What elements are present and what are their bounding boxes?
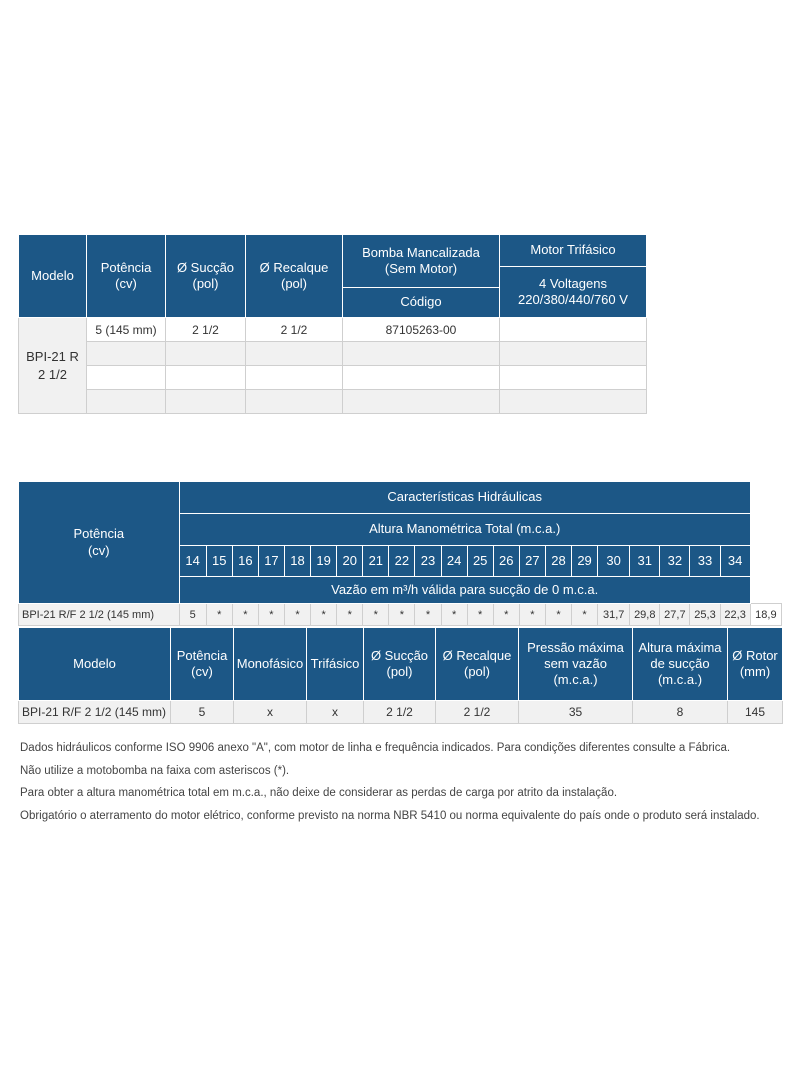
height-col-header: 15 [206, 546, 232, 577]
cell-recalque [246, 390, 343, 414]
cell-modelo: BPI-21 R/F 2 1/2 (145 mm) [19, 701, 171, 724]
note-iso: Dados hidráulicos conforme ISO 9906 anexo "A", com motor de linha e frequência indicados. Para condições diferentes consulte a Fábrica. [20, 742, 731, 754]
cell-monofasico: x [234, 701, 307, 724]
header-monofasico: Monofásico [234, 628, 307, 701]
header-potencia: Potência (cv) [19, 482, 180, 604]
height-col-header: 33 [690, 546, 720, 577]
cell-potencia: 5 (145 mm) [87, 318, 166, 342]
cell-succao: 2 1/2 [364, 701, 436, 724]
cell-codigo [343, 342, 500, 366]
flow-value: 22,3 [720, 604, 750, 626]
note-altura: Para obter a altura manométrica total em m.c.a., não deixe de considerar as perdas de carga por atrito da instalação. [20, 787, 618, 799]
header-pressao-maxima: Pressão máxima sem vazão (m.c.a.) [519, 628, 633, 701]
flow-value: 18,9 [750, 604, 781, 626]
flow-value: * [337, 604, 363, 626]
cell-recalque: 2 1/2 [436, 701, 519, 724]
cell-trifasico: x [307, 701, 364, 724]
footnotes [20, 737, 790, 827]
cell-recalque [246, 342, 343, 366]
cell-succao [166, 342, 246, 366]
cell-potencia: 5 [171, 701, 234, 724]
header-altura-manometrica: Altura Manométrica Total (m.c.a.) [179, 514, 750, 546]
cell-potencia [87, 366, 166, 390]
flow-value: * [467, 604, 493, 626]
height-col-header: 29 [572, 546, 598, 577]
cell-codigo: 87105263-00 [343, 318, 500, 342]
height-col-header: 25 [467, 546, 493, 577]
note-asterisk: Não utilize a motobomba na faixa com asteriscos (*). [20, 764, 290, 777]
cell-motor [500, 390, 647, 414]
height-col-header: 27 [519, 546, 545, 577]
model-specs-table [18, 627, 783, 724]
header-succao: Ø Sucção (pol) [364, 628, 436, 701]
cell-recalque [246, 366, 343, 390]
height-col-header: 17 [258, 546, 284, 577]
table-row [19, 390, 647, 414]
header-motor-trifasico: Motor Trifásico [500, 235, 647, 267]
header-recalque: Ø Recalque (pol) [246, 235, 343, 318]
flow-value: * [311, 604, 337, 626]
height-col-header: 19 [311, 546, 337, 577]
height-col-header: 23 [415, 546, 441, 577]
height-col-header: 14 [179, 546, 206, 577]
flow-value: * [415, 604, 441, 626]
cell-rotor: 145 [728, 701, 783, 724]
flow-value: * [284, 604, 310, 626]
height-col-header: 16 [232, 546, 258, 577]
flow-value: * [363, 604, 389, 626]
cell-succao [166, 366, 246, 390]
cell-potencia [87, 390, 166, 414]
header-codigo: Código [343, 288, 500, 318]
height-col-header: 34 [720, 546, 750, 577]
model-code-table [18, 234, 647, 414]
cell-motor [500, 318, 647, 342]
table-row [19, 604, 782, 626]
height-col-header: 22 [389, 546, 415, 577]
cell-succao [166, 390, 246, 414]
flow-value: * [389, 604, 415, 626]
height-col-header: 28 [545, 546, 571, 577]
table-row [19, 701, 783, 724]
height-col-header: 20 [337, 546, 363, 577]
cell-succao: 2 1/2 [166, 318, 246, 342]
height-col-header: 18 [284, 546, 310, 577]
header-potencia: Potência (cv) [87, 235, 166, 318]
cell-motor [500, 366, 647, 390]
header-altura-succao: Altura máxima de sucção (m.c.a.) [633, 628, 728, 701]
flow-value: * [232, 604, 258, 626]
note-aterramento: Obrigatório o aterramento do motor elétrico, conforme previsto na norma NBR 5410 ou norma equivalente do país onde o produto será instalado. [20, 809, 760, 822]
table-row [19, 342, 647, 366]
cell-pressao: 35 [519, 701, 633, 724]
model-name: BPI-21 R 2 1/2 [19, 318, 87, 414]
header-vazao: Vazão em m³/h válida para sucção de 0 m.c.a. [179, 577, 750, 604]
flow-value: * [493, 604, 519, 626]
cell-motor [500, 342, 647, 366]
header-modelo: Modelo [19, 235, 87, 318]
flow-value: * [519, 604, 545, 626]
flow-model-name: BPI-21 R/F 2 1/2 (145 mm) [19, 604, 180, 626]
flow-value: * [258, 604, 284, 626]
table-row [19, 318, 647, 342]
flow-value: 25,3 [690, 604, 720, 626]
header-modelo: Modelo [19, 628, 171, 701]
height-col-header: 24 [441, 546, 467, 577]
header-recalque: Ø Recalque (pol) [436, 628, 519, 701]
flow-value: * [572, 604, 598, 626]
cell-recalque: 2 1/2 [246, 318, 343, 342]
header-succao: Ø Sucção (pol) [166, 235, 246, 318]
flow-value: 31,7 [598, 604, 630, 626]
flow-value: * [441, 604, 467, 626]
header-potencia: Potência (cv) [171, 628, 234, 701]
height-col-header: 30 [598, 546, 630, 577]
flow-value: 29,8 [630, 604, 660, 626]
flow-value: * [545, 604, 571, 626]
cell-codigo [343, 390, 500, 414]
table-row [19, 366, 647, 390]
height-col-header: 21 [363, 546, 389, 577]
height-col-header: 26 [493, 546, 519, 577]
flow-value: * [206, 604, 232, 626]
header-caracteristicas: Características Hidráulicas [179, 482, 750, 514]
header-voltagens: 4 Voltagens 220/380/440/760 V [500, 267, 647, 318]
header-trifasico: Trifásico [307, 628, 364, 701]
cell-altura: 8 [633, 701, 728, 724]
cell-codigo [343, 366, 500, 390]
height-col-header: 31 [630, 546, 660, 577]
hydraulic-characteristics-table [18, 481, 782, 626]
cell-potencia [87, 342, 166, 366]
flow-value: 5 [179, 604, 206, 626]
height-col-header: 32 [660, 546, 690, 577]
header-rotor: Ø Rotor (mm) [728, 628, 783, 701]
flow-value: 27,7 [660, 604, 690, 626]
header-bomba: Bomba Mancalizada (Sem Motor) [343, 235, 500, 288]
